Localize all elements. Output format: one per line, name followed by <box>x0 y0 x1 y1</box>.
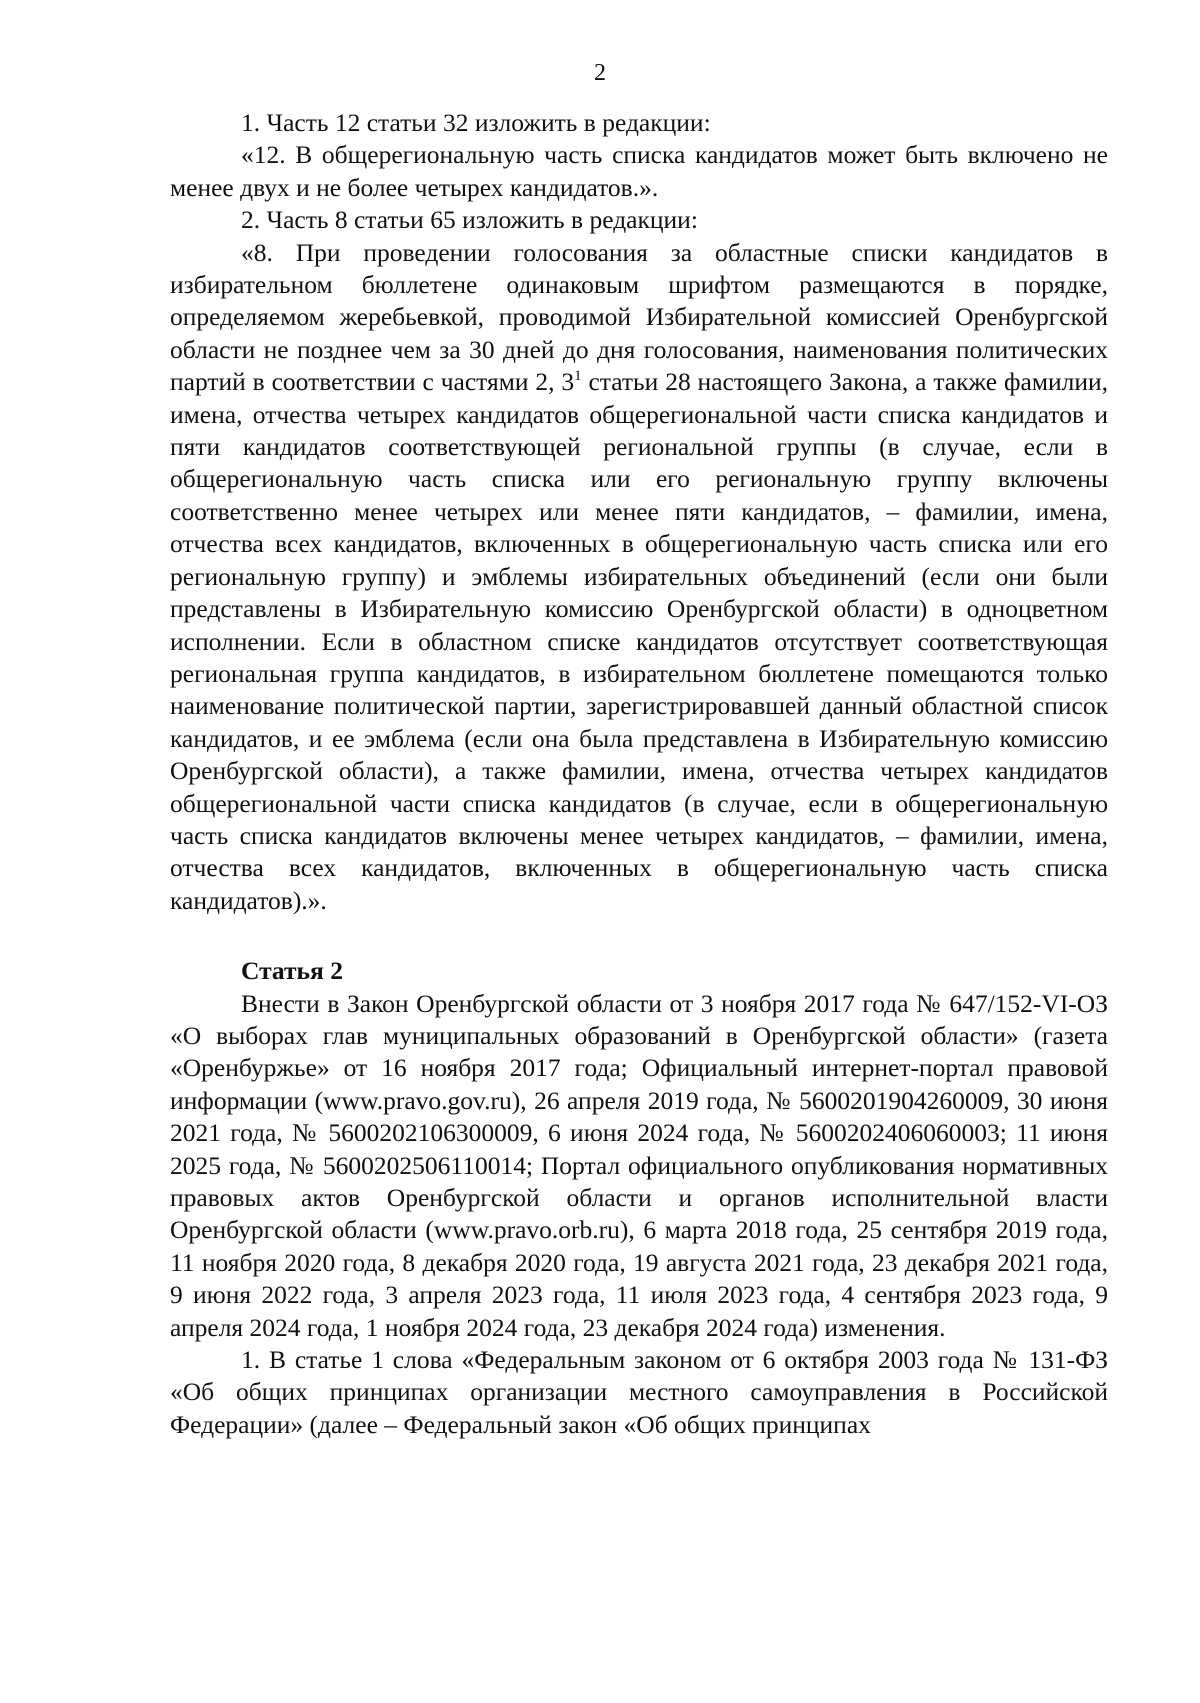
superscript-1: 1 <box>574 368 582 385</box>
document-body <box>170 107 1108 1441</box>
article-2-title: Статья 2 <box>241 956 343 986</box>
article-2-item-1: 1. В статье 1 слова «Федеральным законом от 6 октября 2003 года № 131-ФЗ «Об общих принципах организации местного самоуправления в Российской Федерации» (далее – Федеральный закон «Об общих принципах <box>170 1345 1108 1439</box>
paragraph-part-8-text <box>170 237 1108 918</box>
page-number: 2 <box>594 60 606 86</box>
article-2-intro: Внести в Закон Оренбургской области от 3 ноября 2017 года № 647/152-VI-ОЗ «О выборах глав муниципальных образований в Оренбургской области» (газета «Оренбуржье» от 16 ноября 2017 года; Официальный интернет-портал правовой информации (www.pravo.gov.ru), 26 апреля 2019 года, № 5600201904260009, 30 июня 2021 года, № 5600202106300009, 6 июня 2024 года, № 5600202406060003; 11 июня 2025 года, № 5600202506110014; Портал официального опубликования нормативных правовых актов Оренбургской области и органов исполнительной власти Оренбургской области (www.pravo.orb.ru), 6 марта 2018 года, 25 сентября 2019 года, 11 ноября 2020 года, 8 декабря 2020 года, 19 августа 2021 года, 23 декабря 2021 года, 9 июня 2022 года, 3 апреля 2023 года, 11 июля 2023 года, 4 сентября 2023 года, 9 апреля 2024 года, 1 ноября 2024 года, 23 декабря 2024 года) изменения. <box>170 988 1108 1342</box>
paragraph-item-2: 2. Часть 8 статьи 65 изложить в редакции: <box>241 205 698 235</box>
paragraph-item-1: 1. Часть 12 статьи 32 изложить в редакции: <box>241 108 711 137</box>
paragraph-part-8-text-b: статьи 28 настоящего Закона, а также фамилии, имена, отчества четырех кандидатов общерегиональной части списка кандидатов и пяти кандидатов соответствующей региональной группы (в случае, если в общерегиональную часть списка или его региональную группу включены соответственно менее четырех или менее пяти кандидатов, – фамилии, имена, отчества всех кандидатов, включенных в общерегиональную часть списка или его региональную группу) и эмблемы избирательных объединений (если они были представлены в Избирательную комиссию Оренбургской области) в одноцветном исполнении. Если в областном списке кандидатов отсутствует соответствующая региональная группа кандидатов, в избирательном бюллетене помещаются только наименование политической партии, зарегистрировавшей данный областной список кандидатов, и ее эмблема (если она была представлена в Избирательную комиссию Оренбургской области), а также фамилии, имена, отчества четырех кандидатов общерегиональной части списка кандидатов (в случае, если в общерегиональную часть списка кандидатов включены менее четырех кандидатов, – фамилии, имена, отчества всех кандидатов, включенных в общерегиональную часть списка кандидатов).». <box>170 367 1108 915</box>
paragraph-part-12-text: «12. В общерегиональную часть списка кандидатов может быть включено не менее двух и не более четырех кандидатов.». <box>170 140 1108 202</box>
paragraph-part-8-text-a: «8. При проведении голосования за областные списки кандидатов в избирательном бюллетене одинаковым шрифтом размещаются в порядке, определяемом жеребьевкой, проводимой Избирательной комиссией Оренбургской области не позднее чем за 30 дней до дня голосования, наименования политических партий в соответствии с частями 2, 3 <box>170 237 1108 397</box>
